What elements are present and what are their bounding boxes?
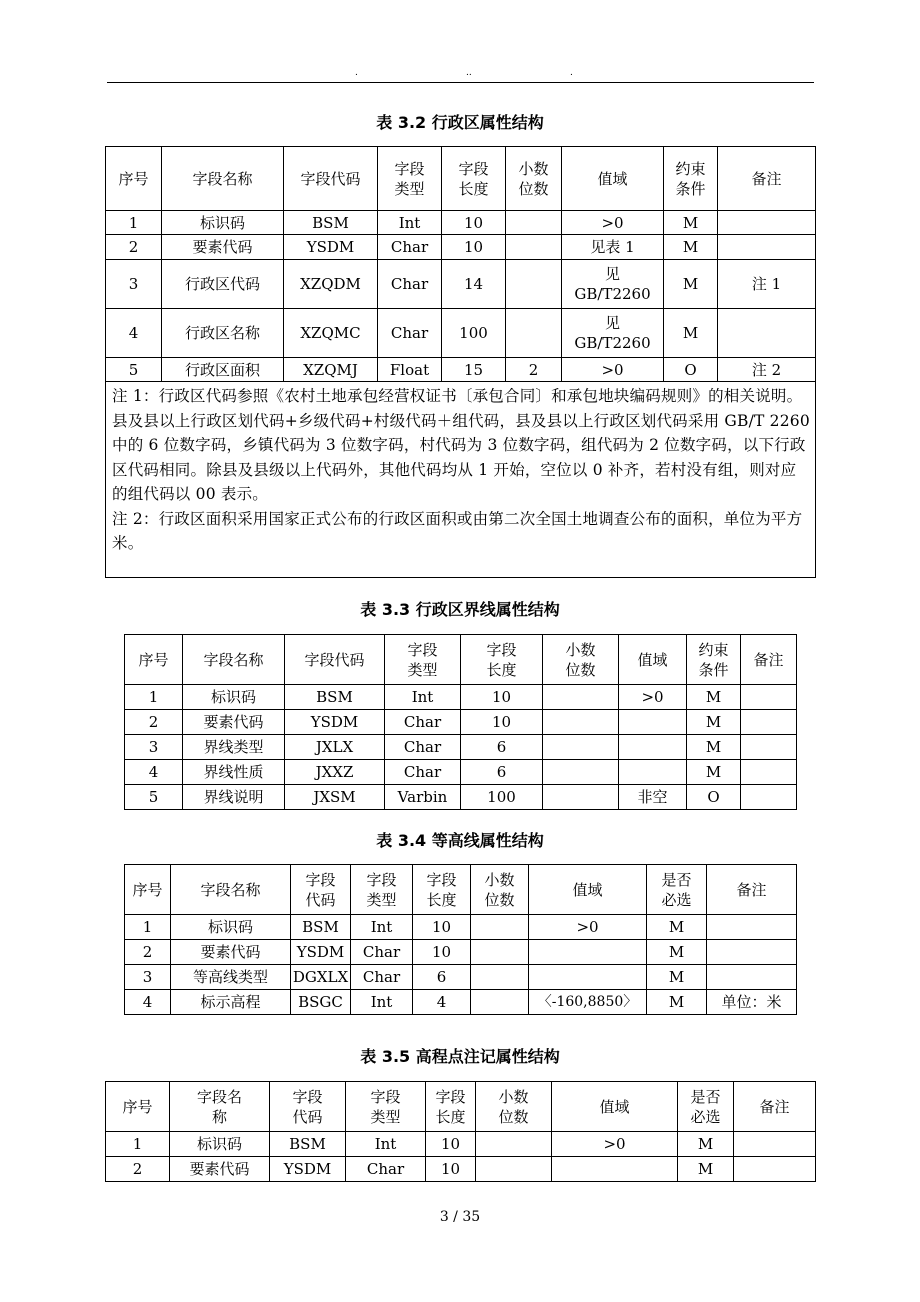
cell: Char <box>385 760 461 785</box>
cell: Varbin <box>385 785 461 810</box>
cell: 标识码 <box>183 685 285 710</box>
table-row <box>106 211 816 235</box>
cell: 2 <box>106 1157 170 1182</box>
cell: 6 <box>413 965 471 990</box>
cell: 15 <box>442 358 506 382</box>
cell: 1 <box>106 1132 170 1157</box>
cell: 3 <box>106 260 162 309</box>
header-cell: 字段名称 <box>170 1082 270 1132</box>
cell: BSM <box>270 1132 346 1157</box>
table-row <box>125 685 797 710</box>
cell: 见 GB/T2260 <box>562 260 664 309</box>
header-cell: 字段代码 <box>285 635 385 685</box>
cell: 2 <box>506 358 562 382</box>
cell: 3 <box>125 965 171 990</box>
header-dot: . <box>355 68 358 78</box>
page-number: 3 / 35 <box>439 1209 481 1225</box>
cell: M <box>647 990 707 1015</box>
header-cell: 值域 <box>619 635 687 685</box>
cell: M <box>664 260 718 309</box>
header-dot: .. <box>466 68 472 78</box>
header-cell: 约束条件 <box>687 635 741 685</box>
table-row <box>125 785 797 810</box>
header-cell: 字段代码 <box>291 865 351 915</box>
cell: 标示高程 <box>171 990 291 1015</box>
table-notes <box>106 382 816 578</box>
cell: O <box>687 785 741 810</box>
cell <box>707 965 797 990</box>
cell: Char <box>346 1157 426 1182</box>
cell: M <box>687 710 741 735</box>
cell: BSM <box>284 211 378 235</box>
header-cell: 字段类型 <box>346 1082 426 1132</box>
header-cell: 字段名称 <box>162 147 284 211</box>
table-3-2-caption: 表 3.2 行政区属性结构 <box>376 113 544 132</box>
cell: XZQMJ <box>284 358 378 382</box>
cell: 要素代码 <box>170 1157 270 1182</box>
cell: Char <box>385 735 461 760</box>
cell: 4 <box>125 990 171 1015</box>
table-row <box>106 1157 816 1182</box>
cell: M <box>664 309 718 358</box>
cell <box>529 965 647 990</box>
header-cell: 小数位数 <box>476 1082 552 1132</box>
cell: 10 <box>426 1132 476 1157</box>
cell: 10 <box>413 940 471 965</box>
cell: 6 <box>461 735 543 760</box>
cell <box>543 710 619 735</box>
cell: >0 <box>552 1132 678 1157</box>
cell: 2 <box>106 235 162 260</box>
cell <box>476 1132 552 1157</box>
cell <box>506 235 562 260</box>
cell <box>471 965 529 990</box>
cell <box>741 710 797 735</box>
cell: 非空 <box>619 785 687 810</box>
cell <box>707 915 797 940</box>
cell: >0 <box>562 211 664 235</box>
table-row <box>106 260 816 309</box>
table-row <box>106 1132 816 1157</box>
cell: M <box>678 1132 734 1157</box>
header-cell: 小数位数 <box>471 865 529 915</box>
cell: Char <box>351 965 413 990</box>
header-cell: 字段代码 <box>270 1082 346 1132</box>
cell: 要素代码 <box>171 940 291 965</box>
cell: 见 GB/T2260 <box>562 309 664 358</box>
header-cell: 小数位数 <box>506 147 562 211</box>
cell: 6 <box>461 760 543 785</box>
cell: >0 <box>619 685 687 710</box>
cell: 界线类型 <box>183 735 285 760</box>
cell: 行政区代码 <box>162 260 284 309</box>
cell: Char <box>378 309 442 358</box>
cell <box>741 760 797 785</box>
header-cell: 是否必选 <box>647 865 707 915</box>
cell <box>619 735 687 760</box>
cell: 5 <box>125 785 183 810</box>
cell: BSGC <box>291 990 351 1015</box>
cell <box>718 309 816 358</box>
cell: 等高线类型 <box>171 965 291 990</box>
header-cell: 字段长度 <box>442 147 506 211</box>
header-cell: 序号 <box>106 1082 170 1132</box>
cell: Int <box>351 990 413 1015</box>
cell: 1 <box>106 211 162 235</box>
table-header-row <box>106 147 816 211</box>
header-cell: 字段类型 <box>378 147 442 211</box>
header-cell: 约束条件 <box>664 147 718 211</box>
cell: XZQMC <box>284 309 378 358</box>
header-cell: 字段长度 <box>461 635 543 685</box>
header-cell: 值域 <box>552 1082 678 1132</box>
cell: Int <box>385 685 461 710</box>
cell <box>506 211 562 235</box>
cell: 100 <box>461 785 543 810</box>
cell: Char <box>351 940 413 965</box>
cell <box>471 915 529 940</box>
cell: 注 2 <box>718 358 816 382</box>
header-cell: 备注 <box>718 147 816 211</box>
cell <box>543 785 619 810</box>
cell: M <box>647 940 707 965</box>
header-cell: 字段名称 <box>171 865 291 915</box>
cell: 10 <box>442 235 506 260</box>
cell: BSM <box>285 685 385 710</box>
cell <box>471 990 529 1015</box>
table-3-5 <box>105 1081 816 1182</box>
cell: Char <box>378 260 442 309</box>
table-row <box>125 940 797 965</box>
cell: JXSM <box>285 785 385 810</box>
cell: 10 <box>426 1157 476 1182</box>
cell: 界线说明 <box>183 785 285 810</box>
cell: JXXZ <box>285 760 385 785</box>
table-row <box>125 735 797 760</box>
cell: M <box>647 965 707 990</box>
table-row <box>125 915 797 940</box>
header-cell: 字段代码 <box>284 147 378 211</box>
cell: 14 <box>442 260 506 309</box>
cell: 标识码 <box>170 1132 270 1157</box>
header-cell: 字段名称 <box>183 635 285 685</box>
cell <box>741 785 797 810</box>
header-cell: 备注 <box>734 1082 816 1132</box>
cell: Float <box>378 358 442 382</box>
cell: 要素代码 <box>183 710 285 735</box>
header-cell: 备注 <box>707 865 797 915</box>
header-cell: 字段类型 <box>385 635 461 685</box>
header-cell: 序号 <box>125 635 183 685</box>
cell: Char <box>385 710 461 735</box>
table-row <box>125 710 797 735</box>
table-row <box>106 309 816 358</box>
table-3-5-caption: 表 3.5 高程点注记属性结构 <box>360 1047 560 1066</box>
cell: JXLX <box>285 735 385 760</box>
cell <box>741 735 797 760</box>
cell: 注 1 <box>718 260 816 309</box>
cell: 1 <box>125 915 171 940</box>
cell: 见表 1 <box>562 235 664 260</box>
cell: 1 <box>125 685 183 710</box>
cell: M <box>687 735 741 760</box>
table-row <box>125 965 797 990</box>
cell <box>543 760 619 785</box>
header-cell: 序号 <box>125 865 171 915</box>
header-cell: 序号 <box>106 147 162 211</box>
table-header-row <box>125 865 797 915</box>
cell <box>471 940 529 965</box>
cell: M <box>687 685 741 710</box>
table-3-4-caption: 表 3.4 等高线属性结构 <box>376 831 544 850</box>
cell: YSDM <box>291 940 351 965</box>
cell: YSDM <box>270 1157 346 1182</box>
cell: >0 <box>529 915 647 940</box>
table-3-3-caption: 表 3.3 行政区界线属性结构 <box>360 600 560 619</box>
cell: Int <box>378 211 442 235</box>
cell: 4 <box>125 760 183 785</box>
header-cell: 值域 <box>562 147 664 211</box>
header-cell: 小数位数 <box>543 635 619 685</box>
cell: M <box>678 1157 734 1182</box>
table-row <box>106 358 816 382</box>
table-3-2 <box>105 146 816 578</box>
cell <box>718 235 816 260</box>
cell: >0 <box>562 358 664 382</box>
note-1: 注 1：行政区代码参照《农村土地承包经营权证书〔承包合同〕和承包地块编码规则》的相关说明。县及县以上行政区划代码+乡级代码+村级代码＋组代码，县及县以上行政区划代码采用 GB/T 2260 中的 6 位数字码，乡镇代码为 3 位数字码，村代码为 3 位数字码，组代码为 2 位数字码，以下行政区代码相同。除县及县级以上代码外，其他代码均从 1 开始，空位以 0 补齐，若村没有组，则对应的组代码以 00 表示。 <box>112 387 810 503</box>
header-cell: 字段长度 <box>426 1082 476 1132</box>
table-header-row <box>106 1082 816 1132</box>
cell <box>543 685 619 710</box>
header-dot: . <box>570 68 573 78</box>
cell <box>506 309 562 358</box>
cell: 3 <box>125 735 183 760</box>
header-cell: 字段长度 <box>413 865 471 915</box>
cell <box>529 940 647 965</box>
cell: Int <box>346 1132 426 1157</box>
cell: DGXLX <box>291 965 351 990</box>
cell: 4 <box>106 309 162 358</box>
cell: 〈-160,8850〉 <box>529 990 647 1015</box>
cell <box>741 685 797 710</box>
table-header-row <box>125 635 797 685</box>
table-row <box>125 760 797 785</box>
cell: 2 <box>125 710 183 735</box>
cell: YSDM <box>285 710 385 735</box>
cell <box>476 1157 552 1182</box>
cell: YSDM <box>284 235 378 260</box>
cell <box>734 1132 816 1157</box>
cell <box>506 260 562 309</box>
cell: 10 <box>461 685 543 710</box>
cell: 5 <box>106 358 162 382</box>
cell: 10 <box>461 710 543 735</box>
cell <box>619 760 687 785</box>
cell: 要素代码 <box>162 235 284 260</box>
cell: 10 <box>413 915 471 940</box>
cell: 100 <box>442 309 506 358</box>
cell <box>734 1157 816 1182</box>
header-cell: 字段类型 <box>351 865 413 915</box>
table-3-4 <box>124 864 797 1015</box>
table-row <box>106 235 816 260</box>
cell: Char <box>378 235 442 260</box>
cell <box>718 211 816 235</box>
cell: Int <box>351 915 413 940</box>
cell: 界线性质 <box>183 760 285 785</box>
note-2: 注 2：行政区面积采用国家正式公布的行政区面积或由第二次全国土地调查公布的面积，单位为平方米。 <box>112 509 803 552</box>
cell: M <box>664 235 718 260</box>
table-3-3 <box>124 634 797 810</box>
cell: 标识码 <box>162 211 284 235</box>
cell: 行政区名称 <box>162 309 284 358</box>
cell: O <box>664 358 718 382</box>
header-rule <box>107 82 814 83</box>
cell: M <box>647 915 707 940</box>
cell: 行政区面积 <box>162 358 284 382</box>
cell <box>543 735 619 760</box>
header-cell: 是否必选 <box>678 1082 734 1132</box>
header-cell: 值域 <box>529 865 647 915</box>
cell: 4 <box>413 990 471 1015</box>
cell: BSM <box>291 915 351 940</box>
cell: 2 <box>125 940 171 965</box>
header-cell: 备注 <box>741 635 797 685</box>
cell: M <box>687 760 741 785</box>
cell: 单位：米 <box>707 990 797 1015</box>
cell <box>619 710 687 735</box>
cell: XZQDM <box>284 260 378 309</box>
table-row <box>125 990 797 1015</box>
cell: 10 <box>442 211 506 235</box>
table-notes-row <box>106 382 816 578</box>
cell <box>552 1157 678 1182</box>
cell: 标识码 <box>171 915 291 940</box>
cell: M <box>664 211 718 235</box>
cell <box>707 940 797 965</box>
